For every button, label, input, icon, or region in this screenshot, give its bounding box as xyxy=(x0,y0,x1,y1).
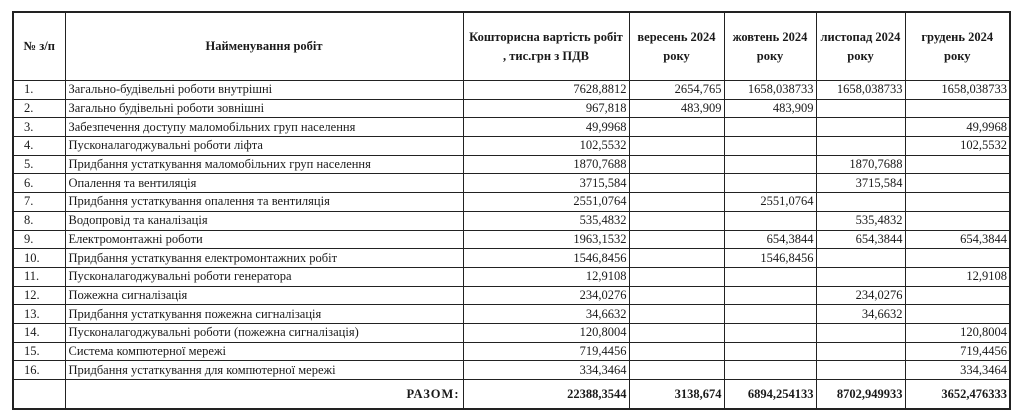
dec-cell: 1658,038733 xyxy=(905,81,1010,100)
total-sep: 3138,674 xyxy=(629,380,724,410)
oct-cell xyxy=(724,137,816,156)
header-cost: Кошторисна вартість робіт , тис.грн з ПДВ xyxy=(463,12,629,81)
table-row xyxy=(13,249,1010,268)
oct-cell: 1658,038733 xyxy=(724,81,816,100)
nov-cell xyxy=(816,249,905,268)
sep-cell xyxy=(629,267,724,286)
total-empty xyxy=(13,380,65,410)
cost-cell: 1870,7688 xyxy=(463,155,629,174)
sep-cell xyxy=(629,118,724,137)
row-number: 15. xyxy=(13,342,65,361)
cost-cell: 7628,8812 xyxy=(463,81,629,100)
sep-cell xyxy=(629,211,724,230)
cost-cell: 120,8004 xyxy=(463,323,629,342)
dec-cell: 719,4456 xyxy=(905,342,1010,361)
row-number: 16. xyxy=(13,361,65,380)
oct-cell xyxy=(724,267,816,286)
row-number: 4. xyxy=(13,137,65,156)
cost-cell: 49,9968 xyxy=(463,118,629,137)
work-name: Електромонтажні роботи xyxy=(65,230,463,249)
oct-cell: 654,3844 xyxy=(724,230,816,249)
table-row xyxy=(13,81,1010,100)
table-row xyxy=(13,286,1010,305)
sep-cell xyxy=(629,193,724,212)
row-number: 8. xyxy=(13,211,65,230)
dec-cell xyxy=(905,155,1010,174)
dec-cell: 334,3464 xyxy=(905,361,1010,380)
sep-cell xyxy=(629,137,724,156)
dec-cell: 49,9968 xyxy=(905,118,1010,137)
nov-cell xyxy=(816,99,905,118)
dec-cell xyxy=(905,211,1010,230)
sep-cell xyxy=(629,323,724,342)
table-row xyxy=(13,267,1010,286)
nov-cell xyxy=(816,342,905,361)
table-row xyxy=(13,137,1010,156)
row-number: 11. xyxy=(13,267,65,286)
nov-cell xyxy=(816,118,905,137)
table-row xyxy=(13,155,1010,174)
dec-cell xyxy=(905,174,1010,193)
header-sep: вересень 2024 року xyxy=(629,12,724,81)
work-name: Забезпечення доступу маломобільних груп населення xyxy=(65,118,463,137)
dec-cell: 12,9108 xyxy=(905,267,1010,286)
header-oct: жовтень 2024 року xyxy=(724,12,816,81)
oct-cell: 1546,8456 xyxy=(724,249,816,268)
table-row xyxy=(13,323,1010,342)
cost-cell: 234,0276 xyxy=(463,286,629,305)
row-number: 14. xyxy=(13,323,65,342)
oct-cell: 2551,0764 xyxy=(724,193,816,212)
cost-cell: 2551,0764 xyxy=(463,193,629,212)
sep-cell xyxy=(629,155,724,174)
oct-cell xyxy=(724,323,816,342)
work-name: Система компютерної мережі xyxy=(65,342,463,361)
dec-cell: 102,5532 xyxy=(905,137,1010,156)
oct-cell xyxy=(724,118,816,137)
total-label: РАЗОМ: xyxy=(65,380,463,410)
row-number: 2. xyxy=(13,99,65,118)
table-row xyxy=(13,118,1010,137)
row-number: 5. xyxy=(13,155,65,174)
row-number: 12. xyxy=(13,286,65,305)
oct-cell xyxy=(724,361,816,380)
row-number: 13. xyxy=(13,305,65,324)
cost-cell: 719,4456 xyxy=(463,342,629,361)
row-number: 10. xyxy=(13,249,65,268)
dec-cell xyxy=(905,193,1010,212)
table-row xyxy=(13,342,1010,361)
total-nov: 8702,949933 xyxy=(816,380,905,410)
table-row xyxy=(13,99,1010,118)
nov-cell: 535,4832 xyxy=(816,211,905,230)
table-row xyxy=(13,211,1010,230)
total-cost: 22388,3544 xyxy=(463,380,629,410)
nov-cell xyxy=(816,137,905,156)
total-oct: 6894,254133 xyxy=(724,380,816,410)
work-name: Пусконалагоджувальні роботи (пожежна сигналізація) xyxy=(65,323,463,342)
row-number: 7. xyxy=(13,193,65,212)
header-row xyxy=(13,12,1010,81)
cost-cell: 1963,1532 xyxy=(463,230,629,249)
oct-cell xyxy=(724,174,816,193)
sep-cell xyxy=(629,174,724,193)
nov-cell: 234,0276 xyxy=(816,286,905,305)
header-dec: грудень 2024 року xyxy=(905,12,1010,81)
row-number: 3. xyxy=(13,118,65,137)
dec-cell: 654,3844 xyxy=(905,230,1010,249)
cost-cell: 102,5532 xyxy=(463,137,629,156)
cost-cell: 3715,584 xyxy=(463,174,629,193)
work-name: Загально будівельні роботи зовнішні xyxy=(65,99,463,118)
nov-cell: 1870,7688 xyxy=(816,155,905,174)
work-name: Опалення та вентиляція xyxy=(65,174,463,193)
oct-cell xyxy=(724,286,816,305)
oct-cell xyxy=(724,342,816,361)
work-name: Придбання устаткування пожежна сигналізація xyxy=(65,305,463,324)
cost-cell: 967,818 xyxy=(463,99,629,118)
oct-cell xyxy=(724,211,816,230)
sep-cell xyxy=(629,361,724,380)
work-name: Водопровід та каналізація xyxy=(65,211,463,230)
sep-cell xyxy=(629,342,724,361)
sep-cell: 483,909 xyxy=(629,99,724,118)
sep-cell xyxy=(629,286,724,305)
work-name: Придбання устаткування електромонтажних робіт xyxy=(65,249,463,268)
works-schedule-table xyxy=(12,11,1011,410)
row-number: 9. xyxy=(13,230,65,249)
work-name: Придбання устаткування опалення та вентиляція xyxy=(65,193,463,212)
work-name: Пусконалагоджувальні роботи генератора xyxy=(65,267,463,286)
dec-cell xyxy=(905,249,1010,268)
sep-cell xyxy=(629,230,724,249)
nov-cell: 34,6632 xyxy=(816,305,905,324)
nov-cell: 3715,584 xyxy=(816,174,905,193)
work-name: Загально-будівельні роботи внутрішні xyxy=(65,81,463,100)
nov-cell xyxy=(816,193,905,212)
row-number: 1. xyxy=(13,81,65,100)
work-name: Пожежна сигналізація xyxy=(65,286,463,305)
nov-cell: 1658,038733 xyxy=(816,81,905,100)
header-nov: листопад 2024 року xyxy=(816,12,905,81)
nov-cell: 654,3844 xyxy=(816,230,905,249)
nov-cell xyxy=(816,267,905,286)
dec-cell: 120,8004 xyxy=(905,323,1010,342)
table-row xyxy=(13,305,1010,324)
work-name: Придбання устаткування маломобільних груп населення xyxy=(65,155,463,174)
sep-cell: 2654,765 xyxy=(629,81,724,100)
oct-cell xyxy=(724,155,816,174)
cost-cell: 1546,8456 xyxy=(463,249,629,268)
work-name: Придбання устаткування для компютерної мережі xyxy=(65,361,463,380)
total-row xyxy=(13,380,1010,410)
cost-cell: 12,9108 xyxy=(463,267,629,286)
header-name: Найменування робіт xyxy=(65,12,463,81)
table-row xyxy=(13,361,1010,380)
table-row xyxy=(13,193,1010,212)
dec-cell xyxy=(905,305,1010,324)
table-row xyxy=(13,230,1010,249)
row-number: 6. xyxy=(13,174,65,193)
work-name: Пусконалагоджувальні роботи ліфта xyxy=(65,137,463,156)
sep-cell xyxy=(629,249,724,268)
cost-cell: 535,4832 xyxy=(463,211,629,230)
table-row xyxy=(13,174,1010,193)
header-num: № з/п xyxy=(13,12,65,81)
cost-cell: 334,3464 xyxy=(463,361,629,380)
cost-cell: 34,6632 xyxy=(463,305,629,324)
nov-cell xyxy=(816,361,905,380)
oct-cell xyxy=(724,305,816,324)
dec-cell xyxy=(905,286,1010,305)
total-dec: 3652,476333 xyxy=(905,380,1010,410)
oct-cell: 483,909 xyxy=(724,99,816,118)
dec-cell xyxy=(905,99,1010,118)
nov-cell xyxy=(816,323,905,342)
sep-cell xyxy=(629,305,724,324)
